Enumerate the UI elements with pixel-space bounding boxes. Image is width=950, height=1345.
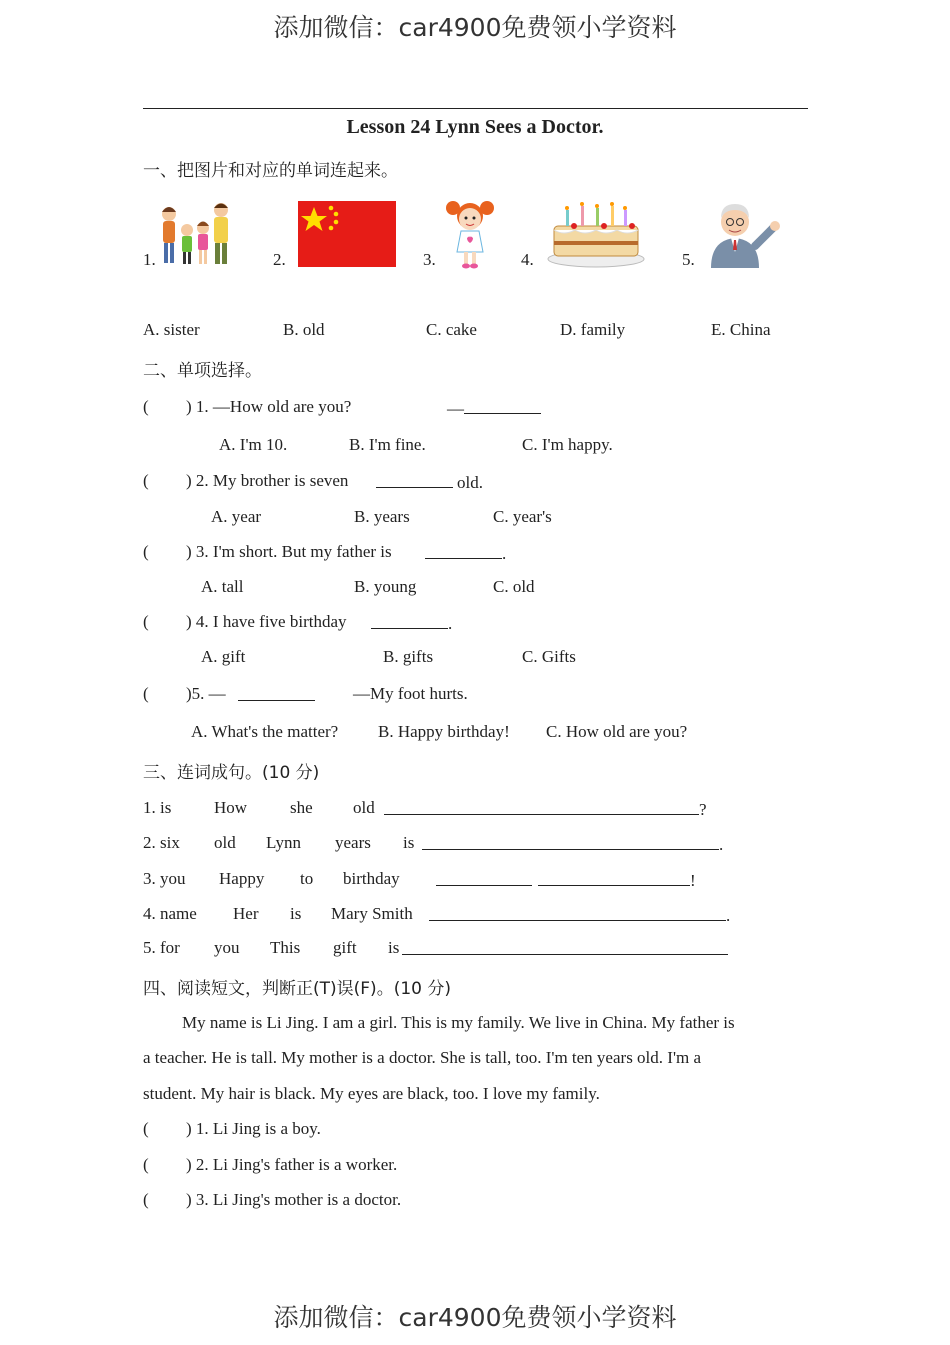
s3-row5-word3: This bbox=[270, 938, 301, 957]
s3-row5-word5: is bbox=[388, 938, 400, 957]
s3-row4-word4: Mary Smith bbox=[331, 904, 413, 923]
q5-option-a[interactable]: A. What's the matter? bbox=[191, 722, 339, 741]
reading-line-3: student. My hair is black. My eyes are black, too. I love my family. bbox=[143, 1084, 600, 1103]
q1-text: ) 1. —How old are you? bbox=[186, 397, 352, 416]
reading-line-2: a teacher. He is tall. My mother is a doctor. She is tall, too. I'm ten years old. I'm a bbox=[143, 1048, 702, 1067]
s3-row4-blank[interactable] bbox=[429, 904, 726, 921]
q1-option-c[interactable]: C. I'm happy. bbox=[522, 435, 613, 454]
s3-row2-word4: years bbox=[335, 833, 371, 852]
s3-row4-word2: Her bbox=[233, 904, 259, 923]
birthday-cake-icon bbox=[546, 196, 646, 268]
q2-option-a[interactable]: A. year bbox=[211, 507, 262, 526]
pic-num-2: 2. bbox=[273, 250, 286, 269]
q1-option-a[interactable]: A. I'm 10. bbox=[219, 435, 288, 454]
s3-row1-word2: How bbox=[214, 798, 248, 817]
q2-tail: old. bbox=[457, 473, 483, 492]
s3-row3-blank-b[interactable] bbox=[538, 869, 690, 886]
q2-option-b[interactable]: B. years bbox=[354, 507, 410, 526]
s3-row2-word1: 2. six bbox=[143, 833, 180, 852]
pic-num-4: 4. bbox=[521, 250, 534, 269]
judgment-3: ) 3. Li Jing's mother is a doctor. bbox=[186, 1190, 402, 1209]
s3-row5-word2: you bbox=[214, 938, 240, 957]
s3-row4-word1: 4. name bbox=[143, 904, 197, 923]
q5-text: )5. — bbox=[186, 684, 226, 703]
j1-paren: ( bbox=[143, 1119, 149, 1138]
s3-row1-word1: 1. is bbox=[143, 798, 172, 817]
q1-paren: ( bbox=[143, 397, 149, 416]
q2-answer-line[interactable] bbox=[376, 471, 483, 493]
s3-row2-word3: Lynn bbox=[266, 833, 301, 852]
s3-row5-answer[interactable] bbox=[402, 938, 728, 960]
q5-reply: —My foot hurts. bbox=[353, 684, 468, 703]
s3-row4-end: . bbox=[726, 906, 731, 925]
s3-row1-word4: old bbox=[353, 798, 375, 817]
s3-row1-end: ? bbox=[699, 800, 707, 819]
word-e: E. China bbox=[711, 320, 771, 339]
q1-answer-line[interactable] bbox=[447, 397, 541, 419]
word-d: D. family bbox=[560, 320, 626, 339]
section1-heading: 一、把图片和对应的单词连起来。 bbox=[143, 161, 398, 181]
q4-option-a[interactable]: A. gift bbox=[201, 647, 246, 666]
j2-paren: ( bbox=[143, 1155, 149, 1174]
q4-option-b[interactable]: B. gifts bbox=[383, 647, 434, 666]
s3-row4-answer[interactable] bbox=[429, 904, 730, 926]
q2-blank[interactable] bbox=[376, 471, 453, 488]
q5-answer-line[interactable] bbox=[238, 684, 315, 706]
s3-row2-blank[interactable] bbox=[422, 833, 719, 850]
s3-row2-word5: is bbox=[403, 833, 415, 852]
q5-paren: ( bbox=[143, 684, 149, 703]
s3-row5-blank[interactable] bbox=[402, 938, 728, 955]
q4-tail: . bbox=[448, 614, 453, 633]
q3-option-b[interactable]: B. young bbox=[354, 577, 417, 596]
s3-row5-word4: gift bbox=[333, 938, 357, 957]
q4-blank[interactable] bbox=[371, 612, 448, 629]
s3-row3-answer[interactable] bbox=[436, 869, 696, 891]
word-b: B. old bbox=[283, 320, 325, 339]
q1-answer-prefix: — bbox=[447, 399, 464, 418]
pic-num-5: 5. bbox=[682, 250, 695, 269]
s3-row3-end: ! bbox=[690, 871, 696, 890]
q3-option-c[interactable]: C. old bbox=[493, 577, 535, 596]
q5-blank[interactable] bbox=[238, 684, 315, 701]
q3-blank[interactable] bbox=[425, 542, 502, 559]
s3-row2-word2: old bbox=[214, 833, 236, 852]
pic-num-3: 3. bbox=[423, 250, 436, 269]
q1-option-b[interactable]: B. I'm fine. bbox=[349, 435, 426, 454]
reading-line-1: My name is Li Jing. I am a girl. This is my family. We live in China. My father is bbox=[182, 1013, 735, 1032]
old-man-icon bbox=[705, 202, 783, 268]
s3-row2-answer[interactable] bbox=[422, 833, 723, 855]
judgment-1: ) 1. Li Jing is a boy. bbox=[186, 1119, 321, 1138]
s3-row3-word3: to bbox=[300, 869, 314, 888]
section2-heading: 二、单项选择。 bbox=[143, 361, 262, 381]
page-title: Lesson 24 Lynn Sees a Doctor. bbox=[346, 116, 604, 138]
section4-heading: 四、阅读短文，判断正(T)误(F)。(10 分) bbox=[143, 979, 451, 999]
j3-paren: ( bbox=[143, 1190, 149, 1209]
word-c: C. cake bbox=[426, 320, 477, 339]
s3-row5-word1: 5. for bbox=[143, 938, 180, 957]
q2-text: ) 2. My brother is seven bbox=[186, 471, 349, 490]
q1-blank[interactable] bbox=[464, 397, 541, 414]
pic-num-1: 1. bbox=[143, 250, 156, 269]
q2-option-c[interactable]: C. year's bbox=[493, 507, 552, 526]
judgment-2: ) 2. Li Jing's father is a worker. bbox=[186, 1155, 398, 1174]
q3-tail: . bbox=[502, 544, 507, 563]
china-flag-icon bbox=[298, 201, 396, 267]
q4-paren: ( bbox=[143, 612, 149, 631]
q3-paren: ( bbox=[143, 542, 149, 561]
s3-row3-blank-a[interactable] bbox=[436, 869, 532, 886]
q4-answer-line[interactable] bbox=[371, 612, 452, 634]
q2-paren: ( bbox=[143, 471, 149, 490]
q4-text: ) 4. I have five birthday bbox=[186, 612, 347, 631]
q3-text: ) 3. I'm short. But my father is bbox=[186, 542, 392, 561]
q3-option-a[interactable]: A. tall bbox=[201, 577, 244, 596]
q3-answer-line[interactable] bbox=[425, 542, 506, 564]
section3-heading: 三、连词成句。(10 分) bbox=[143, 763, 320, 783]
q4-option-c[interactable]: C. Gifts bbox=[522, 647, 576, 666]
girl-icon bbox=[445, 196, 495, 270]
word-a: A. sister bbox=[143, 320, 200, 339]
title-rule bbox=[143, 108, 808, 109]
s3-row1-word3: she bbox=[290, 798, 313, 817]
s3-row2-end: . bbox=[719, 835, 724, 854]
q5-option-c[interactable]: C. How old are you? bbox=[546, 722, 688, 741]
watermark-top: 添加微信：car4900免费领小学资料 bbox=[273, 13, 677, 42]
s3-row3-word4: birthday bbox=[343, 869, 400, 888]
s3-row1-blank[interactable] bbox=[384, 798, 699, 815]
q5-option-b[interactable]: B. Happy birthday! bbox=[378, 722, 510, 741]
s3-row4-word3: is bbox=[290, 904, 302, 923]
family-icon bbox=[157, 198, 239, 268]
watermark-bottom: 添加微信：car4900免费领小学资料 bbox=[273, 1303, 677, 1332]
s3-row3-word2: Happy bbox=[219, 869, 265, 888]
s3-row3-word1: 3. you bbox=[143, 869, 186, 888]
s3-row1-answer[interactable] bbox=[384, 798, 707, 820]
